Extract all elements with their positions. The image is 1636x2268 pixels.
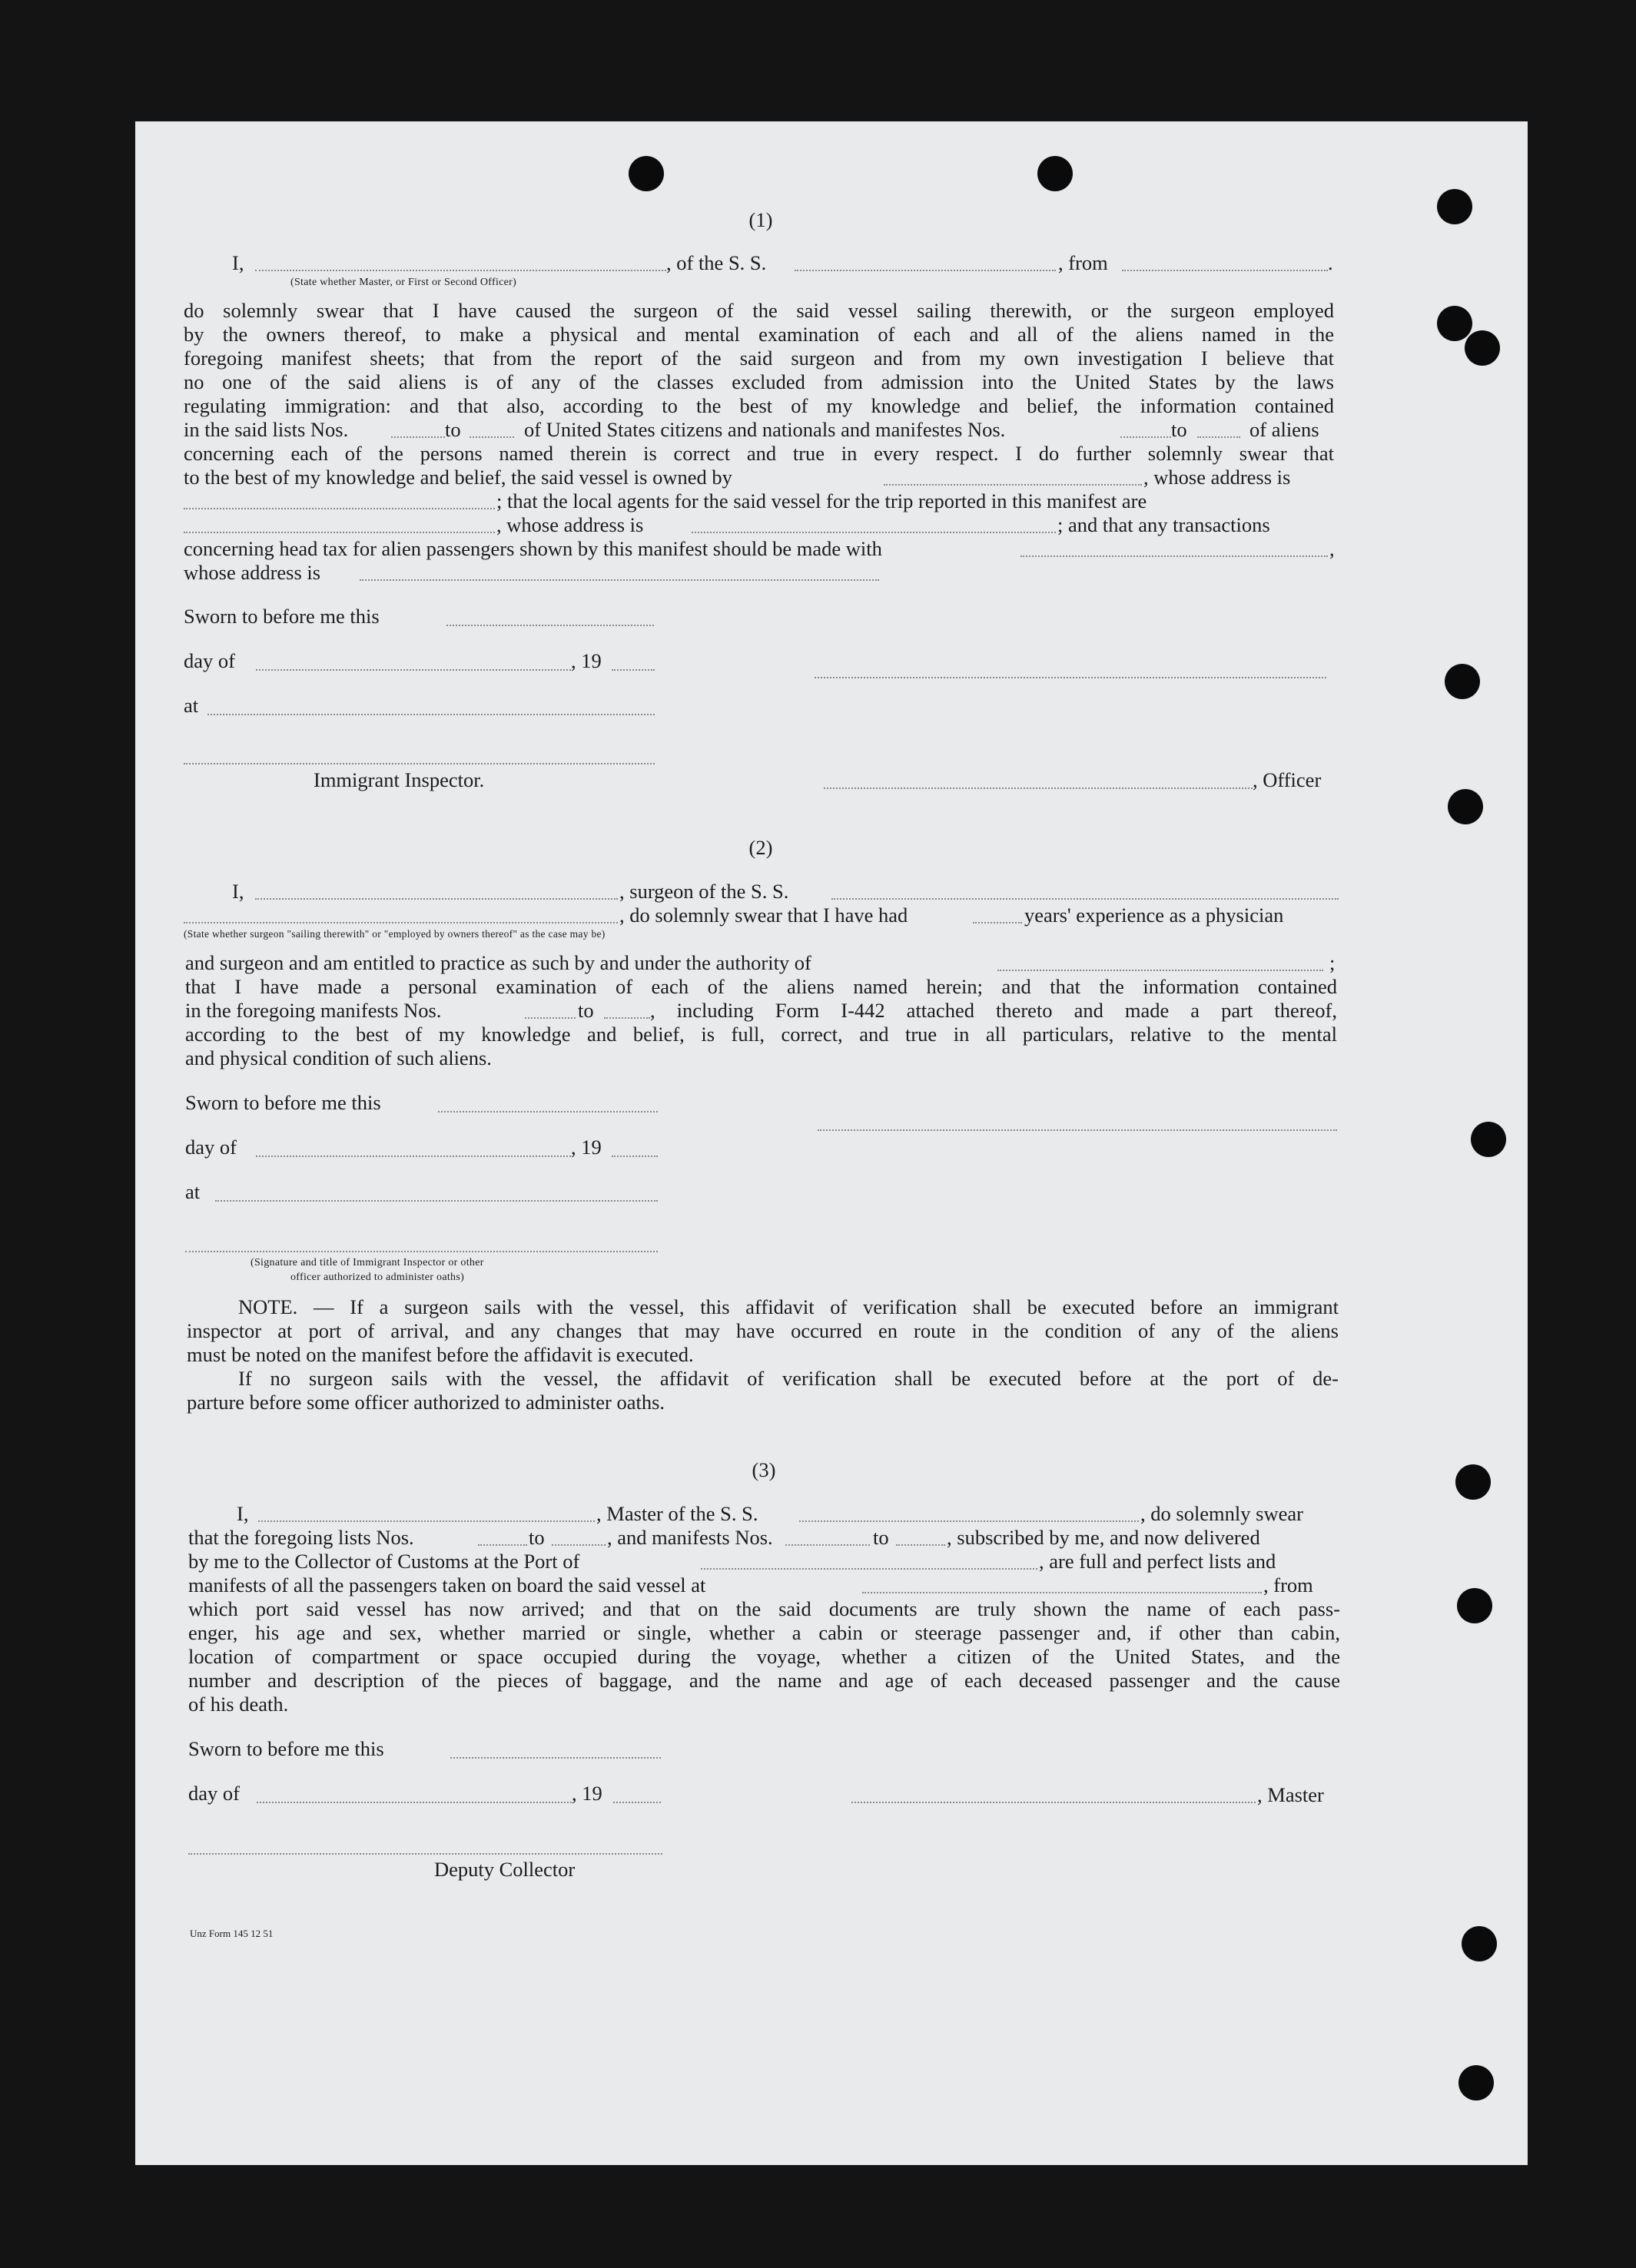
surgeon-name-field[interactable] [255, 898, 618, 900]
inspector-title: Immigrant Inspector. [314, 768, 485, 791]
ship-name-field[interactable] [795, 270, 1056, 271]
signature-note: (Signature and title of Immigrant Inspector or other [251, 1257, 484, 1268]
oath-line: location of compartment or space occupied during the voyage, whether a citizen of the United States, and the [188, 1645, 1340, 1668]
of-aliens-label: of aliens [1249, 418, 1319, 441]
section-number: (1) [748, 208, 773, 231]
manifest-to-field[interactable] [896, 1544, 945, 1546]
officer-title: , Officer [1253, 768, 1322, 791]
officer-signature-field[interactable] [815, 677, 1326, 678]
swear-label: , do solemnly swear [1140, 1502, 1303, 1525]
oath-line: enger, his age and sex, whether married or single, whether a cabin or steerage passenger and, if other than cabin, [188, 1621, 1340, 1644]
from-label: , from [1058, 251, 1108, 274]
agents-address-label: , whose address is [496, 513, 644, 536]
owner-field[interactable] [884, 484, 1142, 486]
sworn-label: Sworn to before me this [184, 605, 380, 628]
affiant-prefix: I, [237, 1502, 249, 1525]
agents-label: ; that the local agents for the said vessel for the trip reported in this manifest are [496, 489, 1147, 512]
day-of-label: day of [185, 1136, 237, 1159]
perfect-lists-label: , are full and perfect lists and [1039, 1550, 1276, 1573]
oath-line: concerning each of the persons named therein is correct and true in every respect. I do further solemnly swear that [184, 442, 1334, 465]
day-of-field[interactable] [257, 1802, 572, 1803]
year-field[interactable] [613, 1802, 661, 1803]
year-label: , 19 [571, 649, 602, 672]
punch-hole [1471, 1122, 1506, 1157]
oath-line: number and description of the pieces of baggage, and the name and age of each deceased passenger and the cause [188, 1669, 1340, 1692]
punch-hole [1462, 1926, 1497, 1961]
authority-field[interactable] [997, 970, 1323, 971]
manifest-from-field[interactable] [785, 1544, 870, 1546]
of-the-ss-label: , of the S. S. [666, 251, 767, 274]
collector-label: by me to the Collector of Customs at the Port of [188, 1550, 580, 1573]
affiant-prefix: I, [232, 251, 244, 274]
punch-hole [1458, 2065, 1494, 2101]
deputy-signature-field[interactable] [188, 1853, 662, 1855]
oath-line: no one of the said aliens is of any of the classes excluded from admission into the United States by the laws [184, 370, 1334, 393]
line-end: . [1328, 251, 1333, 274]
punch-hole [1448, 789, 1483, 824]
master-signature-field[interactable] [851, 1802, 1256, 1803]
at-label: at [185, 1180, 201, 1203]
manifest-from-field[interactable] [525, 1017, 576, 1019]
form-label: , including Form I-442 attached thereto and made a part thereof, [650, 999, 1337, 1022]
note-line: parture before some officer authorized to administer oaths. [187, 1391, 665, 1414]
oath-line: that I have made a personal examination of each of the aliens named herein; and that the information contained [185, 975, 1337, 998]
departure-port-field[interactable] [1122, 270, 1328, 271]
semicolon: ; [1329, 951, 1336, 974]
transactions-label: ; and that any transactions [1057, 513, 1270, 536]
note-line: must be noted on the manifest before the affidavit is executed. [187, 1343, 694, 1366]
punch-hole [1455, 1464, 1491, 1500]
year-label: , 19 [571, 1136, 602, 1159]
note-line: inspector at port of arrival, and any changes that may have occurred en route in the condition of any of the aliens [187, 1319, 1339, 1342]
manifest-to-field[interactable] [1197, 436, 1240, 438]
sworn-date-field[interactable] [446, 625, 654, 626]
punch-hole [1437, 189, 1472, 224]
agents-field[interactable] [184, 532, 495, 533]
agents-address-field[interactable] [692, 532, 1056, 533]
deputy-title: Deputy Collector [434, 1858, 576, 1881]
oath-line: of his death. [188, 1693, 289, 1716]
punch-hole [1465, 330, 1500, 366]
signature-note: officer authorized to administer oaths) [290, 1272, 465, 1283]
physician-label: years' experience as a physician [1024, 904, 1284, 927]
officer-note: (State whether Master, or First or Second Officer) [290, 277, 517, 288]
section-number: (2) [748, 836, 773, 859]
surgeon-note: (State whether surgeon "sailing therewith" or "employed by owners thereof" as the case may be) [184, 928, 606, 940]
manifests-passengers-label: manifests of all the passengers taken on board the said vessel at [188, 1573, 706, 1597]
comma: , [1329, 537, 1335, 560]
manifest-to-field[interactable] [604, 1017, 650, 1019]
lists-label: in the said lists Nos. [184, 418, 349, 441]
manifests-label: in the foregoing manifests Nos. [185, 999, 442, 1022]
sworn-label: Sworn to before me this [188, 1737, 384, 1760]
to-label: to [578, 999, 594, 1022]
year-field[interactable] [612, 669, 655, 671]
punch-hole [1445, 664, 1480, 699]
head-tax-label: concerning head tax for alien passengers shown by this manifest should be made with [184, 537, 882, 560]
at-place-field[interactable] [215, 1200, 658, 1202]
officer-title-field[interactable] [824, 788, 1253, 789]
to-label: to [445, 418, 461, 441]
oath-line: which port said vessel has now arrived; and that on the said documents are truly shown the name of each pass- [188, 1597, 1340, 1620]
manifests-label: of United States citizens and nationals and manifestes Nos. [524, 418, 1006, 441]
arrival-port-field[interactable] [701, 1568, 1037, 1570]
surgeon-ss-label: , surgeon of the S. S. [619, 880, 789, 903]
oath-line: by the owners thereof, to make a physical and mental examination of each and all of the aliens named in the [184, 323, 1334, 346]
punch-hole [1037, 156, 1073, 191]
to-label: to [529, 1526, 545, 1549]
master-name-field[interactable] [258, 1520, 595, 1522]
master-ship-field[interactable] [799, 1520, 1139, 1522]
years-field[interactable] [973, 922, 1022, 923]
experience-label: , do solemnly swear that I have had [619, 904, 908, 927]
note-line: NOTE. — If a surgeon sails with the vessel, this affidavit of verification shall be executed before an immigrant [238, 1295, 1339, 1318]
day-of-field[interactable] [256, 669, 571, 671]
inspector-signature-field[interactable] [184, 763, 655, 764]
sworn-date-field[interactable] [450, 1757, 661, 1759]
to-label: to [873, 1526, 889, 1549]
punch-hole [1437, 306, 1472, 341]
day-of-label: day of [184, 649, 235, 672]
subscribed-label: , subscribed by me, and now delivered [947, 1526, 1260, 1549]
master-title: , Master [1257, 1783, 1324, 1806]
oath-line: foregoing manifest sheets; that from the report of the said surgeon and from my own investigation I believe that [184, 346, 1334, 370]
master-ss-label: , Master of the S. S. [596, 1502, 758, 1525]
head-tax-address-field[interactable] [360, 579, 879, 581]
surgeon-signature-field[interactable] [818, 1129, 1337, 1131]
address-label: whose address is [184, 561, 321, 584]
sworn-label: Sworn to before me this [185, 1091, 381, 1114]
year-label: , 19 [572, 1782, 602, 1805]
manifests-label: , and manifests Nos. [607, 1526, 773, 1549]
list-from-field[interactable] [391, 436, 445, 438]
punch-hole [1457, 1588, 1492, 1623]
officer-name-field[interactable] [255, 270, 666, 271]
lists-label: that the foregoing lists Nos. [188, 1526, 414, 1549]
to-label: to [1171, 418, 1187, 441]
oath-line: do solemnly swear that I have caused the surgeon of the said vessel sailing therewith, or the surgeon employed [184, 299, 1334, 322]
note-line: If no surgeon sails with the vessel, the affidavit of verification shall be executed before at the port of de- [238, 1367, 1339, 1390]
owner-address-label: , whose address is [1143, 466, 1291, 489]
section-number: (3) [752, 1458, 776, 1481]
oath-line: regulating immigration: and that also, according to the best of my knowledge and belief, the information contained [184, 394, 1334, 417]
list-from-field[interactable] [478, 1544, 527, 1546]
manifest-from-field[interactable] [1120, 436, 1171, 438]
list-to-field[interactable] [552, 1544, 606, 1546]
form-number: Unz Form 145 12 51 [190, 1928, 274, 1939]
from-label: , from [1263, 1573, 1313, 1597]
sworn-date-field[interactable] [438, 1111, 658, 1112]
year-field[interactable] [612, 1156, 658, 1157]
oath-line: according to the best of my knowledge and belief, is full, correct, and true in all particulars, relative to the mental [185, 1023, 1337, 1046]
at-place-field[interactable] [207, 714, 655, 715]
punch-hole [629, 156, 664, 191]
oath-line: and physical condition of such aliens. [185, 1046, 492, 1069]
day-of-field[interactable] [256, 1156, 571, 1157]
at-label: at [184, 694, 199, 717]
owner-address-field[interactable] [184, 508, 495, 509]
boarding-port-field[interactable] [862, 1592, 1262, 1593]
inspector-signature-field[interactable] [185, 1251, 658, 1252]
day-of-label: day of [188, 1782, 240, 1805]
authority-label: and surgeon and am entitled to practice as such by and under the authority of [185, 951, 811, 974]
affiant-prefix: I, [232, 880, 244, 903]
surgeon-ship-field[interactable] [831, 898, 1339, 900]
head-tax-agent-field[interactable] [1020, 555, 1328, 557]
owner-label: to the best of my knowledge and belief, the said vessel is owned by [184, 466, 732, 489]
list-to-field[interactable] [470, 436, 514, 438]
surgeon-status-field[interactable] [184, 922, 618, 923]
